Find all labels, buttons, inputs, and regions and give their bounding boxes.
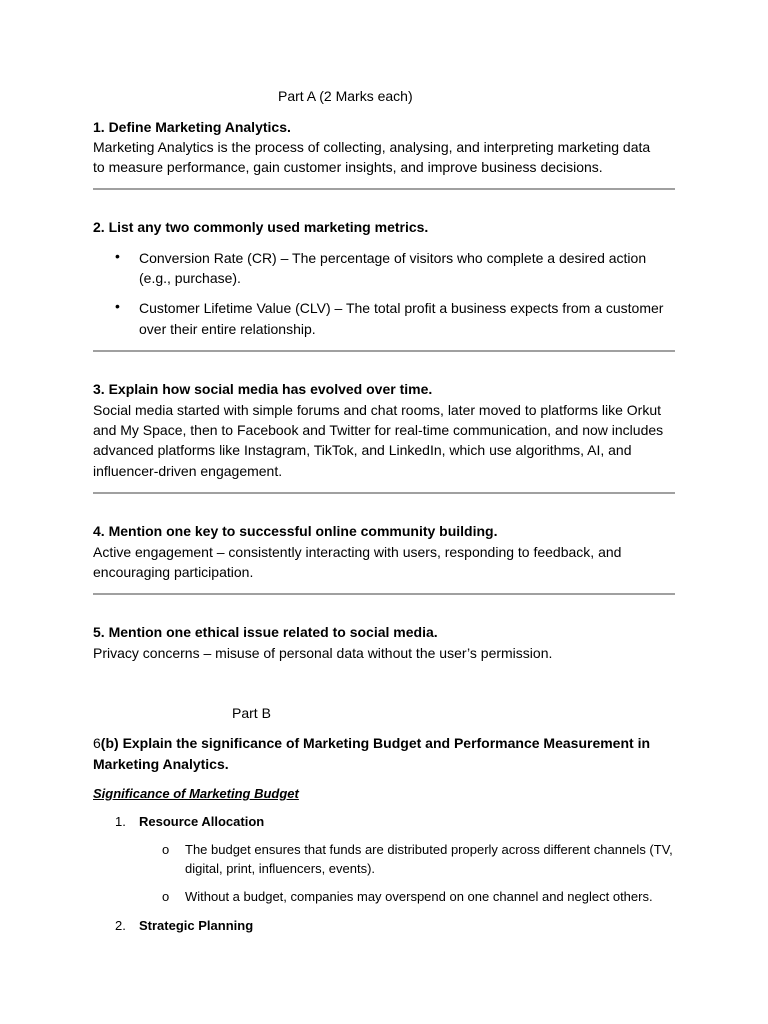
q3-answer-line: and My Space, then to Facebook and Twitter for real-time communication, and now includes [93, 422, 664, 438]
part-b-heading: Part B [232, 705, 271, 721]
sub-bullet-marker: o [162, 842, 170, 857]
q5-answer-line: Privacy concerns – misuse of personal data without the user’s permission. [93, 645, 553, 661]
q2-bullet-line: (e.g., purchase). [139, 270, 241, 286]
q1-question: 1. Define Marketing Analytics. [93, 119, 291, 135]
q6-question [93, 733, 650, 753]
item-title: Resource Allocation [139, 814, 265, 829]
q2-bullet-line: Customer Lifetime Value (CLV) – The total profit a business expects from a customer [139, 300, 664, 316]
q3-answer-line: advanced platforms like Instagram, TikTok, and LinkedIn, which use algorithms, AI, and [93, 442, 632, 458]
q3-answer-line: influencer-driven engagement. [93, 463, 283, 479]
q6-question-line: Marketing Analytics. [93, 756, 229, 772]
q1-answer-line: to measure performance, gain customer insights, and improve business decisions. [93, 159, 603, 175]
q2-bullet-line: Conversion Rate (CR) – The percentage of visitors who complete a desired action [139, 250, 647, 266]
q5-question: 5. Mention one ethical issue related to social media. [93, 624, 438, 640]
q3-question: 3. Explain how social media has evolved over time. [93, 381, 433, 397]
q6-question-line: (b) Explain the significance of Marketing Budget and Performance Measurement in [100, 735, 651, 751]
list-number: 1. [115, 814, 126, 829]
item-title: Strategic Planning [139, 918, 254, 933]
sub-bullet-line: The budget ensures that funds are distributed properly across different channels (TV, [185, 842, 673, 857]
bullet-marker: • [115, 298, 120, 314]
list-number: 2. [115, 918, 126, 933]
section-divider [93, 492, 675, 494]
q4-answer-line: encouraging participation. [93, 564, 254, 580]
q3-answer-line: Social media started with simple forums and chat rooms, later moved to platforms like Orkut [93, 402, 661, 418]
sub-bullet-marker: o [162, 889, 170, 904]
sub-bullet-line: Without a budget, companies may overspend on one channel and neglect others. [185, 889, 653, 904]
part-a-heading: Part A (2 Marks each) [278, 88, 413, 104]
section-divider [93, 350, 675, 352]
bullet-marker: • [115, 248, 120, 264]
section-divider [93, 188, 675, 190]
q4-question: 4. Mention one key to successful online community building. [93, 523, 498, 539]
q4-answer-line: Active engagement – consistently interacting with users, responding to feedback, and [93, 544, 622, 560]
q6-subheading: Significance of Marketing Budget [93, 786, 299, 801]
q1-answer-line: Marketing Analytics is the process of collecting, analysing, and interpreting marketing data [93, 139, 651, 155]
sub-bullet-line: digital, print, influencers, events). [185, 861, 376, 876]
section-divider [93, 593, 675, 595]
q2-bullet-line: over their entire relationship. [139, 321, 316, 337]
q2-question: 2. List any two commonly used marketing metrics. [93, 219, 429, 235]
q6-number: 6 [93, 735, 101, 751]
